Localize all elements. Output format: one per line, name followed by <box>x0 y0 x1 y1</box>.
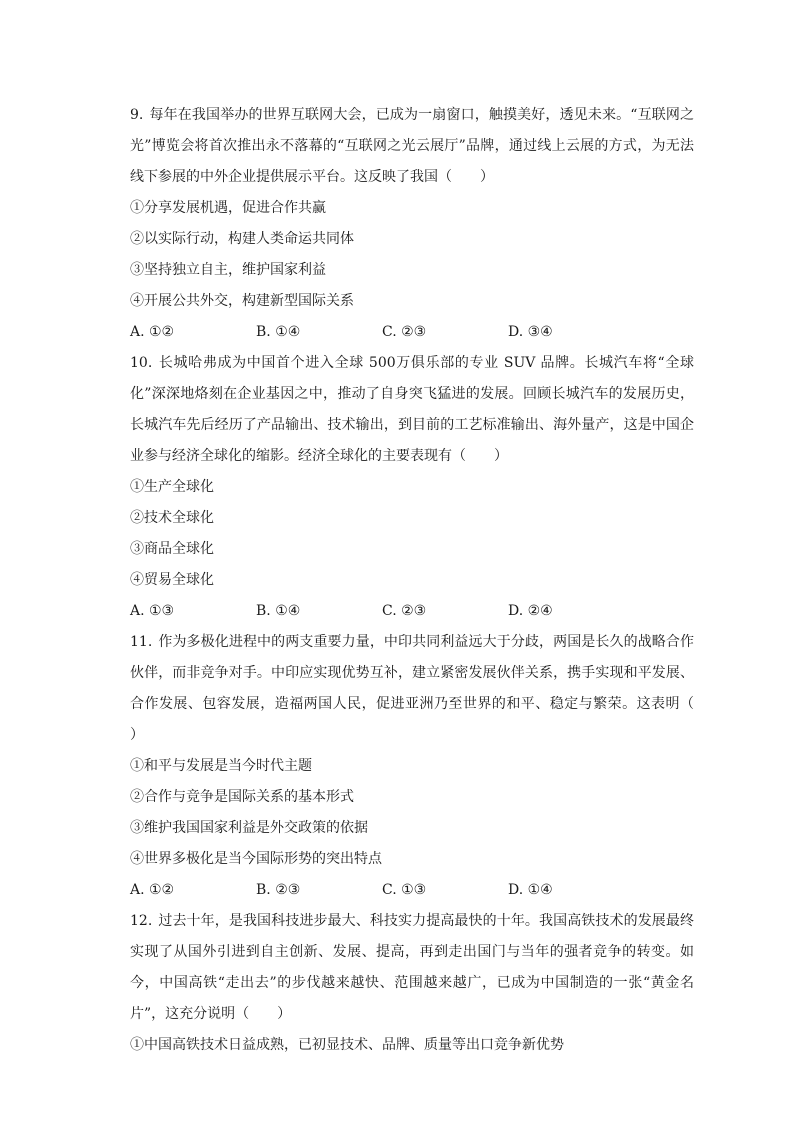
answer-options <box>130 596 694 627</box>
statement-item: ①分享发展机遇，促进合作共赢 <box>130 200 326 216</box>
option-a: A. ①② <box>130 324 175 340</box>
option-b: B. ①④ <box>256 324 301 340</box>
question-text: 每年在我国举办的世界互联网大会，已成为一扇窗口，触摸美好，透见未来。“互联网之光”博览会将首次推出永不落幕的“互联网之光云展厅”品牌，通过线上云展的方式，为无法线下参展的中外企业提供展示平台。这反映了我国（ ） <box>130 107 694 185</box>
option-b: B. ②③ <box>256 882 301 898</box>
question-stem <box>130 348 694 472</box>
question-stem <box>130 627 722 751</box>
statement-item: ③商品全球化 <box>130 541 214 557</box>
statement-item: ②以实际行动，构建人类命运共同体 <box>130 231 354 247</box>
question-number: 10. <box>130 355 153 371</box>
statement-item: ④开展公共外交，构建新型国际关系 <box>130 293 354 309</box>
statement-item: ①生产全球化 <box>130 479 214 495</box>
statement-item: ①中国高铁技术日益成熟，已初显技术、品牌、质量等出口竞争新优势 <box>130 1037 564 1053</box>
option-c: C. ②③ <box>382 324 427 340</box>
statement-item: ④贸易全球化 <box>130 572 214 588</box>
statement-item: ①和平与发展是当今时代主题 <box>130 758 312 774</box>
answer-options <box>130 875 694 906</box>
question-text: 长城哈弗成为中国首个进入全球 500万俱乐部的专业 SUV 品牌。长城汽车将“全球化”深深地烙刻在企业基因之中，推动了自身突飞猛进的发展。回顾长城汽车的发展历史，长城汽车先后经历了产品输出、技术输出，到目前的工艺标准输出、海外量产，这是中国企业参与经济全球化的缩影。经济全球化的主要表现有（ ） <box>130 355 694 464</box>
option-c: C. ①③ <box>382 882 427 898</box>
option-d: D. ③④ <box>508 324 553 340</box>
question-9 <box>130 100 694 348</box>
question-stem <box>130 906 694 1030</box>
answer-options <box>130 317 694 348</box>
statement-item: ②技术全球化 <box>130 510 214 526</box>
option-d: D. ②④ <box>508 603 553 619</box>
statement-item: ③维护我国国家利益是外交政策的依据 <box>130 820 368 836</box>
question-number: 9. <box>130 107 144 123</box>
question-11 <box>130 627 722 906</box>
question-text: 过去十年，是我国科技进步最大、科技实力提高最快的十年。我国高铁技术的发展最终实现了从国外引进到自主创新、发展、提高，再到走出国门与当年的强者竞争的转变。如今，中国高铁“走出去”的步伐越来越快、范围越来越广，已成为中国制造的一张“黄金名片”，这充分说明（ ） <box>130 913 694 1022</box>
option-c: C. ②③ <box>382 603 427 619</box>
option-a: A. ①② <box>130 882 175 898</box>
question-number: 11. <box>130 634 153 650</box>
option-d: D. ①④ <box>508 882 553 898</box>
statement-item: ②合作与竞争是国际关系的基本形式 <box>130 789 354 805</box>
question-text: 作为多极化进程中的两支重要力量，中印共同利益远大于分歧，两国是长久的战略合作伙伴，而非竞争对手。中印应实现优势互补，建立紧密发展伙伴关系，携手实现和平发展、合作发展、包容发展，造福两国人民，促进亚洲乃至世界的和平、稳定与繁荣。这表明（ ） <box>130 634 722 743</box>
statement-item: ③坚持独立自主，维护国家利益 <box>130 262 326 278</box>
question-10 <box>130 348 694 627</box>
option-a: A. ①③ <box>130 603 175 619</box>
question-12 <box>130 906 694 1061</box>
statement-item: ④世界多极化是当今国际形势的突出特点 <box>130 851 382 867</box>
option-b: B. ①④ <box>256 603 301 619</box>
question-stem <box>130 100 694 193</box>
question-number: 12. <box>130 913 153 929</box>
